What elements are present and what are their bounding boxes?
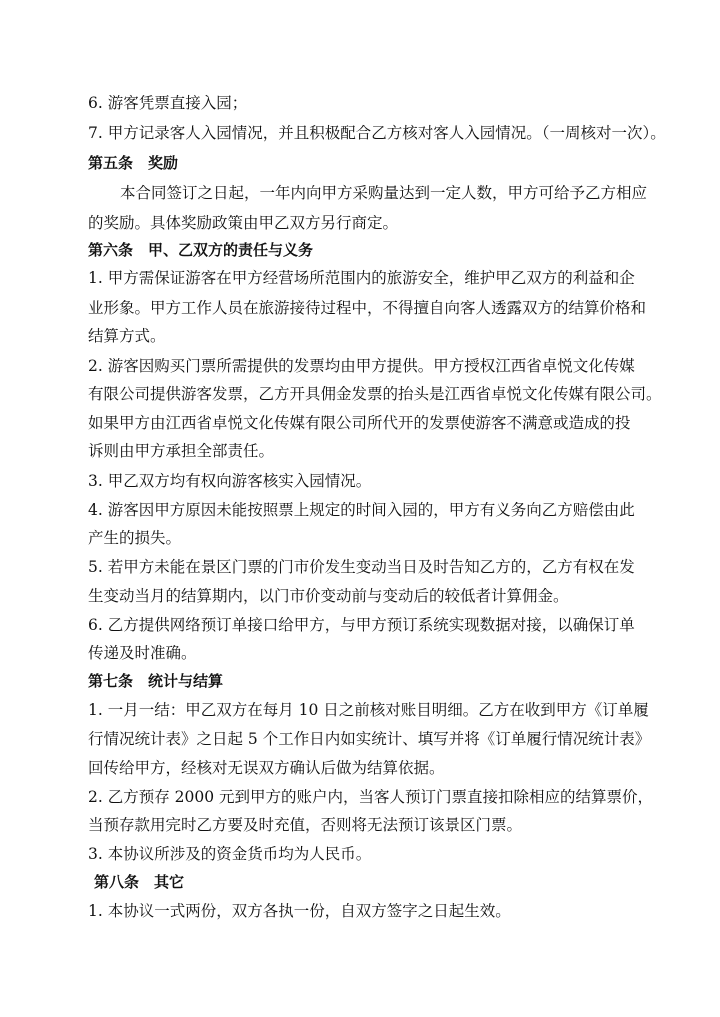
clause-item: 5. 若甲方未能在景区门票的门市价发生变动当日及时告知乙方的，乙方有权在发 <box>88 558 635 576</box>
clause-item: 回传给甲方，经核对无误双方确认后做为结算依据。 <box>88 759 445 777</box>
section-heading: 第八条 其它 <box>94 873 185 891</box>
clause-item: 行情况统计表》之日起 5 个工作日内如实统计、填写并将《订单履行情况统计表》 <box>88 730 651 748</box>
clause-item: 3. 甲乙双方均有权向游客核实入园情况。 <box>88 472 372 490</box>
clause-item: 7. 甲方记录客人入园情况，并且积极配合乙方核对客人入园情况。（一周核对一次）。 <box>88 124 666 142</box>
clause-item: 生变动当月的结算期内，以门市价变动前与变动后的较低者计算佣金。 <box>88 587 569 605</box>
clause-item: 2. 乙方预存 2000 元到甲方的账户内，当客人预订门票直接扣除相应的结算票价， <box>88 788 654 806</box>
clause-item: 产生的损失。 <box>88 529 182 547</box>
clause-item: 当预存款用完时乙方要及时充值，否则将无法预订该景区门票。 <box>88 816 523 834</box>
section-heading: 第六条 甲、乙双方的责任与义务 <box>88 241 314 259</box>
clause-item: 结算方式。 <box>88 327 166 345</box>
clause-item: 6. 游客凭票直接入园； <box>88 94 248 112</box>
clause-item: 1. 一月一结：甲乙双方在每月 10 日之前核对账目明细。乙方在收到甲方《订单履 <box>88 701 649 719</box>
clause-item: 4. 游客因甲方原因未能按照票上规定的时间入园的，甲方有义务向乙方赔偿由此 <box>88 501 635 519</box>
clause-item: 业形象。甲方工作人员在旅游接待过程中，不得擅自向客人透露双方的结算价格和 <box>88 299 647 317</box>
clause-item: 1. 本协议一式两份，双方各执一份，自双方签字之日起生效。 <box>88 902 511 920</box>
clause-item: 有限公司提供游客发票，乙方开具佣金发票的抬头是江西省卓悦文化传媒有限公司。 <box>88 385 662 403</box>
clause-item: 如果甲方由江西省卓悦文化传媒有限公司所代开的发票使游客不满意或造成的投 <box>88 414 631 432</box>
paragraph-line: 的奖励。具体奖励政策由甲乙双方另行商定。 <box>88 214 399 232</box>
clause-item: 1. 甲方需保证游客在甲方经营场所范围内的旅游安全，维护甲乙双方的利益和企 <box>88 269 635 287</box>
clause-item: 6. 乙方提供网络预订单接口给甲方，与甲方预订系统实现数据对接，以确保订单 <box>88 616 635 634</box>
clause-item: 诉则由甲方承担全部责任。 <box>88 442 275 460</box>
paragraph-line: 本合同签订之日起，一年内向甲方采购量达到一定人数，甲方可给予乙方相应 <box>120 184 648 202</box>
clause-item: 2. 游客因购买门票所需提供的发票均由甲方提供。甲方授权江西省卓悦文化传媒 <box>88 357 635 375</box>
clause-item: 传递及时准确。 <box>88 644 197 662</box>
section-heading: 第七条 统计与结算 <box>88 672 224 690</box>
section-heading: 第五条 奖励 <box>88 154 179 172</box>
clause-item: 3. 本协议所涉及的资金货币均为人民币。 <box>88 845 372 863</box>
